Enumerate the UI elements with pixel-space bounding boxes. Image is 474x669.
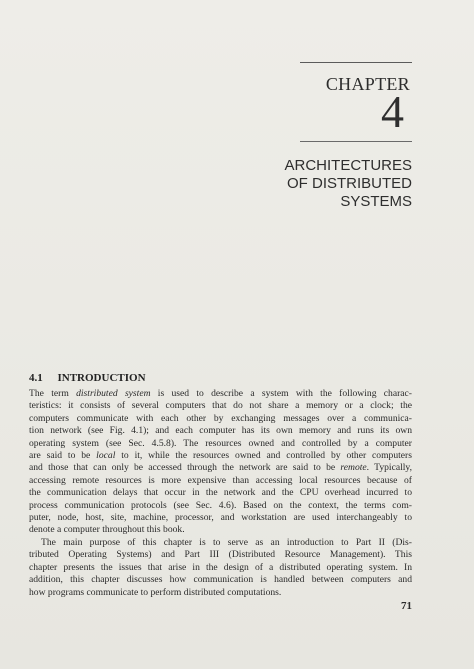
body-text: [29, 388, 412, 599]
chapter-rule-top: [300, 62, 412, 63]
text-line: the communication delays that occur in the network and the CPU overhead incurred to: [29, 487, 412, 499]
section-heading: [29, 372, 146, 384]
text-line: tion network (see Fig. 4.1); and each computer has its own memory and runs its own: [29, 425, 412, 437]
text-line: process communication protocols (see Sec. 4.6). Based on the context, the terms com-: [29, 499, 412, 511]
text-line: operating system (see Sec. 4.5.8). The resources owned and controlled by a computer: [29, 437, 412, 449]
text-line: The main purpose of this chapter is to serve as an introduction to Part II (Dis-: [41, 536, 412, 548]
chapter-title-line: ARCHITECTURES: [284, 157, 412, 174]
chapter-title: [284, 157, 412, 211]
chapter-label: CHAPTER: [325, 74, 410, 94]
text-line: teristics: it consists of several computers that do not share a memory or a clock; the: [29, 400, 412, 412]
text-line: chapter presents the issues that arise in the design of a distributed operating system. In: [29, 561, 412, 573]
chapter-title-line: SYSTEMS: [340, 193, 412, 210]
text-line: how programs communicate to perform distributed computations.: [29, 586, 282, 598]
paragraph: [29, 388, 412, 537]
chapter-title-line: OF DISTRIBUTED: [286, 175, 412, 192]
chapter-rule-bottom: [300, 141, 412, 142]
section-title: INTRODUCTION: [57, 372, 146, 384]
emphasized-term: local: [96, 450, 116, 462]
text-line: tributed Operating Systems) and Part III (Distributed Resource Management). This: [29, 549, 412, 561]
emphasized-term: remote: [340, 462, 367, 474]
text-line: are said to be local to it, while the resources owned and controlled by other computers: [29, 450, 412, 462]
text-line: computers communicate with each other by exchanging messages over a communica-: [29, 412, 412, 424]
text-line: denote a computer throughout this book.: [29, 524, 185, 536]
page-number: 71: [401, 600, 412, 612]
chapter-number: 4: [381, 86, 404, 137]
text-line: and those that can only be accessed through the network are said to be remote. Typically,: [29, 462, 412, 474]
text-line: The term distributed system is used to describe a system with the following charac-: [29, 388, 412, 399]
text-line: puter, node, host, site, machine, processor, and workstation are used interchangeably to: [29, 512, 412, 524]
section-number: 4.1: [29, 372, 43, 384]
text-line: addition, this chapter discusses how communication is handled between computers and: [29, 574, 412, 586]
paragraph: [29, 537, 412, 599]
text-line: accessing remote resources is more expensive than accessing local resources because of: [29, 474, 412, 486]
emphasized-term: distributed system: [76, 388, 151, 399]
